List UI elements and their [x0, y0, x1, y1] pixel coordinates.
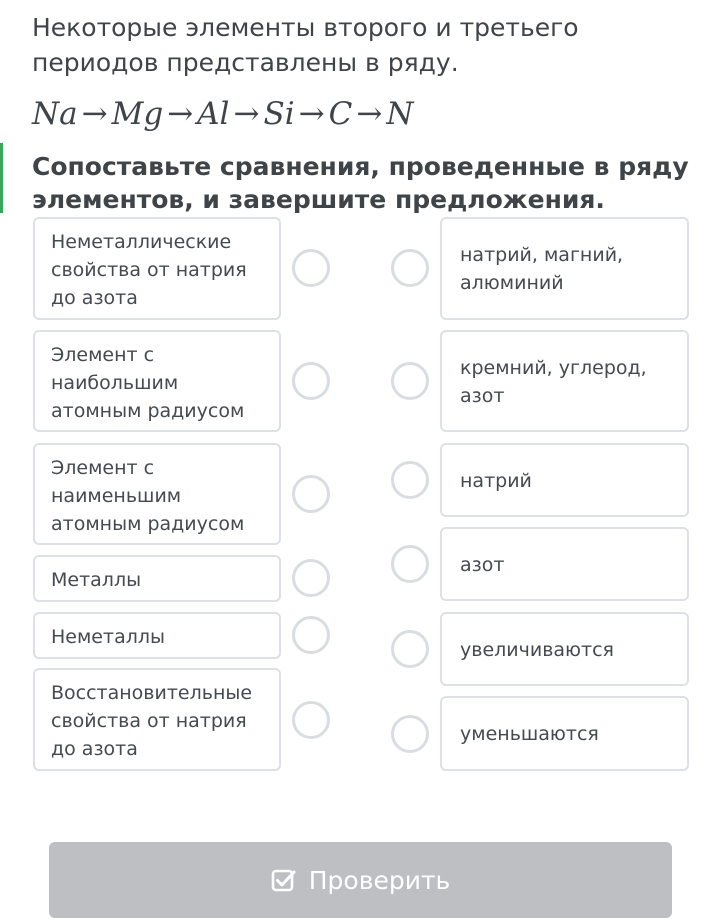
match-left-item-label: Неметаллы [51, 626, 165, 648]
match-left-item[interactable] [33, 555, 281, 602]
left-connector-dot[interactable] [292, 362, 330, 400]
match-left-item[interactable] [33, 217, 281, 320]
formula-element: N [386, 96, 414, 132]
match-right-item[interactable] [440, 217, 689, 320]
match-right-item[interactable] [440, 330, 689, 432]
formula-arrow: → [81, 96, 108, 132]
left-connector-dot[interactable] [292, 249, 330, 287]
match-left-item[interactable] [33, 443, 281, 545]
formula-arrow: → [356, 96, 383, 132]
left-connector-dot[interactable] [292, 616, 330, 654]
match-left-item[interactable] [33, 612, 281, 659]
match-left-item-label: Восстановительные свойства от натрия до азота [51, 682, 253, 760]
left-connector-dot[interactable] [292, 475, 330, 513]
right-connector-dot[interactable] [391, 715, 429, 753]
match-right-item[interactable] [440, 527, 689, 601]
match-right-item-label: уменьшаются [460, 723, 599, 745]
right-connector-dot[interactable] [391, 249, 429, 287]
match-right-item-label: азот [460, 554, 505, 576]
right-connector-dot[interactable] [391, 630, 429, 668]
left-connector-dot[interactable] [292, 701, 330, 739]
formula-element: Na [32, 96, 78, 132]
match-left-item[interactable] [33, 668, 281, 771]
match-left-item-label: Неметаллические свойства от натрия до азота [51, 231, 247, 309]
match-right-item-label: натрий, магний, алюминий [460, 244, 624, 294]
question-text: Некоторые элементы второго и третьего периодов представлены в ряду. [32, 13, 579, 77]
formula-element: Mg [111, 96, 164, 132]
match-left-item-label: Металлы [51, 569, 142, 591]
match-right-item-label: увеличиваются [460, 639, 614, 661]
formula-arrow: → [233, 96, 260, 132]
match-right-item-label: кремний, углерод, азот [460, 357, 647, 407]
match-right-item[interactable] [440, 443, 689, 517]
match-left-item[interactable] [33, 330, 281, 432]
match-left-item-label: Элемент с наименьшим атомным радиусом [51, 457, 245, 535]
check-button[interactable] [49, 842, 672, 918]
right-connector-dot[interactable] [391, 362, 429, 400]
match-right-item[interactable] [440, 696, 689, 771]
formula-element: Si [263, 96, 295, 132]
left-connector-dot[interactable] [292, 559, 330, 597]
right-connector-dot[interactable] [391, 545, 429, 583]
match-left-item-label: Элемент с наибольшим атомным радиусом [51, 344, 245, 422]
match-right-item[interactable] [440, 612, 689, 686]
element-series-formula [32, 96, 413, 132]
checkbox-check-icon [271, 868, 297, 892]
task-instruction: Сопоставьте сравнения, проведенные в ряду элементов, и завершите предложения. [32, 152, 689, 214]
question-accent-bar [0, 143, 3, 213]
formula-arrow: → [298, 96, 325, 132]
check-button-label: Проверить [308, 865, 451, 895]
formula-element: C [328, 96, 353, 132]
right-connector-dot[interactable] [391, 461, 429, 499]
formula-arrow: → [167, 96, 194, 132]
match-right-item-label: натрий [460, 470, 532, 492]
formula-element: Al [197, 96, 230, 132]
